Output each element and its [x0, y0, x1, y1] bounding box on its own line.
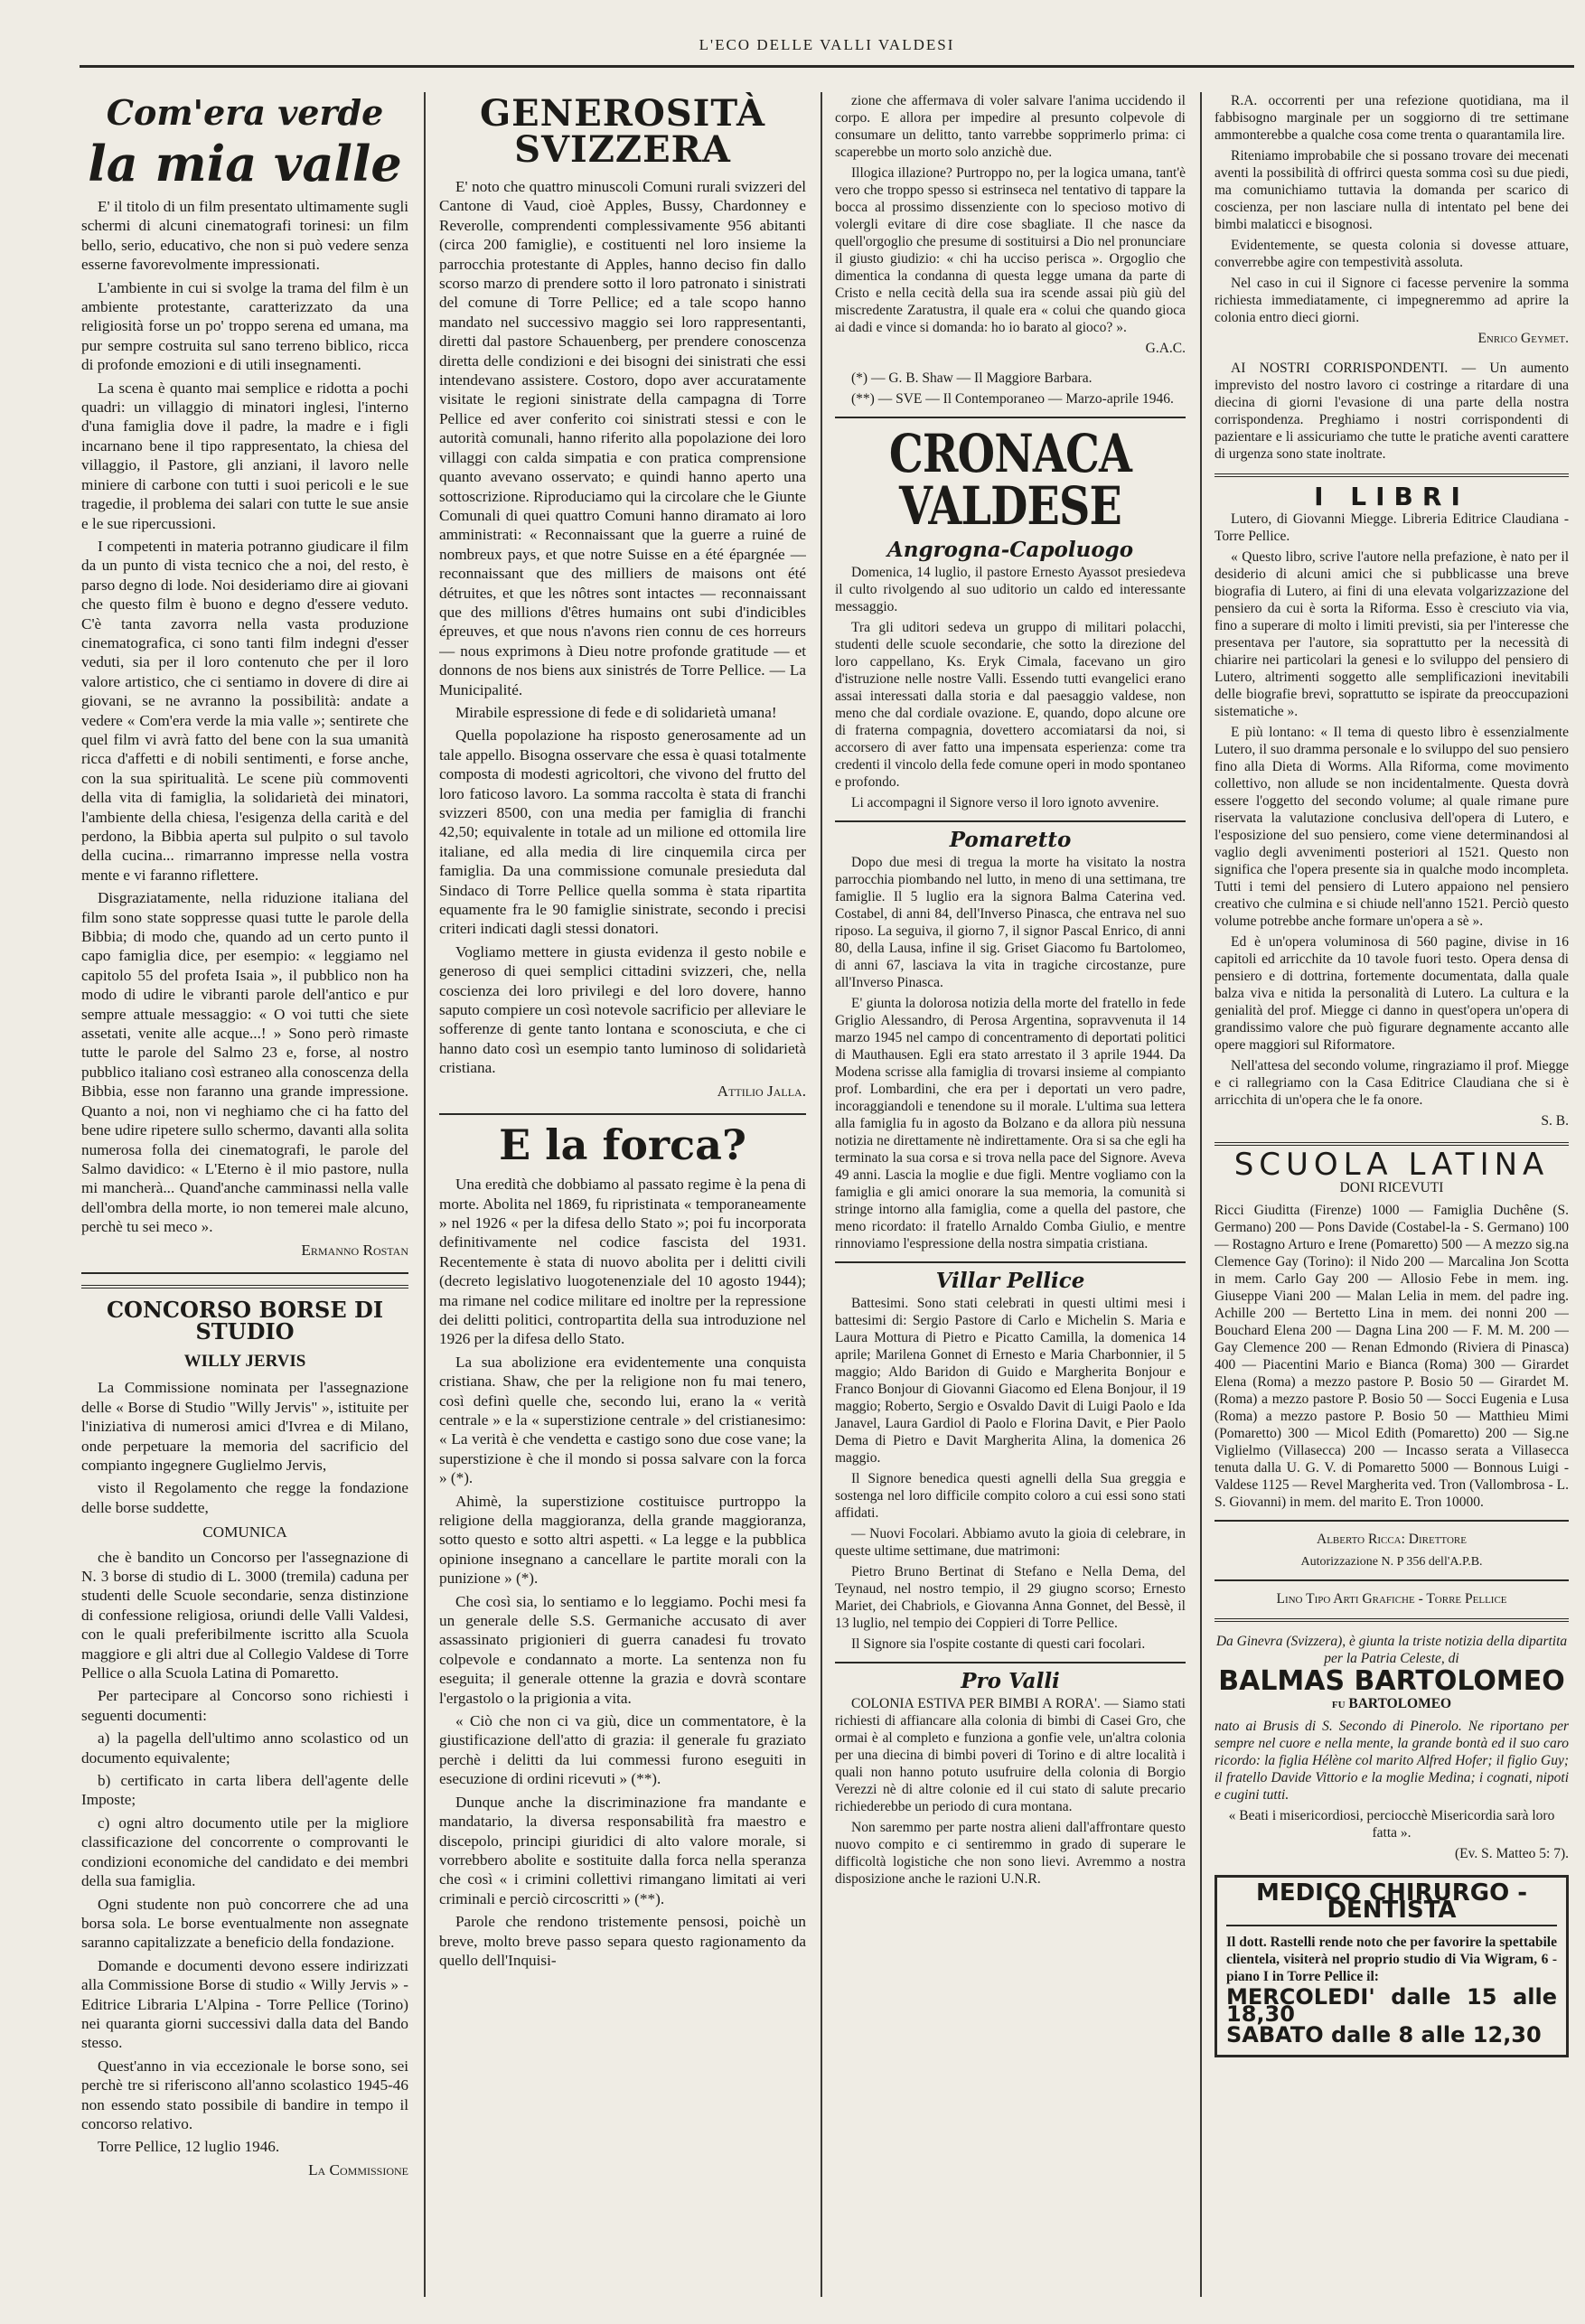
paragraph: Riteniamo improbabile che si possano trovare dei mecenati aventi la possibilità di offrirci questa somma così su due piedi, ma comunichiamo tuttavia la domanda per scarico di coscienza, per non lasciare nulla di intentato pel bene dei bimbi malaticci e bisognosi.: [1215, 148, 1569, 232]
paragraph: E' noto che quattro minuscoli Comuni rurali svizzeri del Cantone di Vaud, cioè Apples, Bussy, Chardonney e Reverolle, comprendenti complessivamente 956 abitanti (circa 200 famiglie), e costituenti nel loro insieme la parrocchia protestante di Apples, hanno deciso fin dallo scorso marzo di prendere sotto il loro patronato i sinistrati del comune di Torre Pellice; ed a tale scopo hanno mandato nel successivo maggio sei loro rappresentanti, diretti dal pastore Schauenberg, per prendere conoscenza diretta delle condizioni e dei bisogni dei sinistrati che essi intendevano assistere. Costoro, dopo aver accuratamente visitate le regioni sinistrate della campagna di Torre Pellice ed aver conferito coi sinistrati stessi e con le autorità comunali, hanno riferito alla popolazione dei loro villaggi con calda simpatia e con pratica comprensione quanto avevano osservato; e quindi hanno aperto una sottoscrizione. Riproduciamo qui la circolare che le Giunte Comunali di quei quattro Comuni hanno diramato ai loro amministrati: « Reconnaissant que la guerre a ruiné de nombreux pays, et que notre Suisse en a été épargnée — reconnaissant que des milliers de maisons ont été détruites, et que les nôtres sont intactes — reconnaissant que des millions d'êtres humains ont subi d'indicibles épreuves, et que nous n'avons rien connu de ces horreurs — nous exprimons à Dieu notre profonde gratitude — et donnons de nos biens aux sinistrés de Torre Pellice. — La Municipalité.: [439, 178, 806, 698]
paragraph: Ogni studente non può concorrere che ad una borsa sola. Le borse eventualmente non assegnate saranno capitalizzate a beneficio della fondazione.: [81, 1895, 408, 1952]
paragraph: L'ambiente in cui si svolge la trama del film è un ambiente protestante, caratterizzato da una religiosità forse un po' troppo serena ed umana, ma pur sempre costruita sul sano terreno biblico, ricca di profonde emozioni e di utili insegnamenti.: [81, 278, 408, 374]
funeral-text: nato ai Brusis di S. Secondo di Pinerolo. Ne riportano per sempre nel cuore e nella mente, la grande bontà ed il suo caro ricordo: la figlia Hélène col marito Alfred Hofer; il figlio Guy; il fratello Davide Vittorio e la moglie Medina; i cognati, nipoti e cugini tutti.: [1215, 1719, 1569, 1803]
funeral-intro: Da Ginevra (Svizzera), è giunta la triste notizia della dipartita per la Patria Celeste, di: [1215, 1634, 1568, 1666]
footnote: (*) — G. B. Shaw — Il Maggiore Barbara.: [851, 370, 1093, 386]
section-heading: Pro Valli: [961, 1669, 1060, 1693]
divider: [81, 1285, 408, 1289]
section-heading: Villar Pellice: [935, 1269, 1085, 1293]
tipografia-line: Lino Tipo Arti Grafiche - Torre Pellice: [1276, 1591, 1507, 1607]
paragraph: — Nuovi Focolari. Abbiamo avuto la gioia di celebrare, in queste ultime settimane, due matrimoni:: [835, 1526, 1186, 1559]
divider: [1215, 473, 1569, 477]
paragraph: Vogliamo mettere in giusta evidenza il gesto nobile e generoso di quei semplici cittadini svizzeri, che, nella coscienza dei loro privilegi e del loro dovere, hanno saputo compiere un così notevole sacrificio per alleviare le sofferenze di gente tanto lontana e sconosciuta, e che ci hanno dato così un esempio tanto luminoso di solidarietà cristiana.: [439, 942, 806, 1077]
libri-title: I LIBRI: [1314, 482, 1469, 511]
forca-body: [439, 1175, 806, 1970]
direttore-line: Alberto Ricca: Direttore: [1317, 1532, 1467, 1547]
paragraph: Tra gli uditori sedeva un gruppo di militari polacchi, studenti delle scuole secondarie, che sotto la direzione del loro cappellano, Ks. Eryk Cimala, facevano un giro d'istruzione nelle nostre Valli. Essendo tutti evangelici erano assai interessati dalla storia e dal paesaggio valdese, non meno che dal cordiale ovazione. E, quando, dopo alcune ore di fraterna compagnia, dovettero accomiatarsi da noi, si accorsero di aver fatto una impensata esperienza: come tra credenti il vincolo della fede comune operi in modo spontaneo e profondo.: [835, 620, 1186, 790]
forca-title: E la forca?: [499, 1120, 746, 1170]
divider: [835, 820, 1186, 822]
paragraph: Dopo due mesi di tregua la morte ha visitato la nostra parrocchia piombando nel lutto, in meno di una settimana, tre famiglie. Il 5 luglio era la signora Balma Caterina ved. Costabel, di anni 84, dell'Inverso Pinasca, che entrava nel suo riposo. La seguiva, il giorno 7, il signor Pascal Enrico, di anni 80, della Lausa, infine il sig. Griset Giacomo fu Bartolomeo, di anni 67, lasciava la vita in tragiche circostanze, pure all'Inverso Pinasca.: [835, 855, 1186, 990]
paragraph: Quella popolazione ha risposto generosamente ad un tale appello. Bisogna osservare che essa è quasi totalmente composta di modesti agricoltori, che vivono del frutto del loro faticoso lavoro. La somma raccolta è stata di franchi svizzeri 8500, con una media per famiglia di franchi 42,50; equivalente in totale ad un milione ed ottomila lire italiane, ed alla media di lire cinquemila circa per famiglia. Da una commissione comunale presieduta dal Sindaco di Torre Pellice quella somma è stata ripartita equamente fra le 90 famiglie sinistrate, secondo i precisi criteri indicati dagli stessi donatori.: [439, 726, 806, 938]
paragraph: Che così sia, lo sentiamo e lo leggiamo. Pochi mesi fa un generale delle S.S. Germaniche accusato di aver assassinato prigionieri di guerra canadesi fu trovato colpevole e condannato a morte. La sentenza non fu eseguita; il generale ottenne la grazia e dovrà scontare l'ergastolo o la prigionia a vita.: [439, 1592, 806, 1707]
masthead: L'ECO DELLE VALLI VALDESI: [699, 36, 955, 53]
divider: [835, 1261, 1186, 1263]
paragraph: Parole che rendono tristemente pensosi, poichè un breve, molto breve passo separa questo ragionamento da quello dell'Inquisi-: [439, 1913, 806, 1969]
divider: [835, 417, 1186, 418]
paragraph: Nell'attesa del secondo volume, ringraziamo il prof. Miegge e ci rallegriamo con la Casa Editrice Claudiana che si è arricchita di un'opera che le fa onore.: [1215, 1058, 1569, 1108]
article-signature: Enrico Geymet.: [1477, 331, 1569, 346]
paragraph: zione che affermava di voler salvare l'anima uccidendo il corpo. E allora per impedire al presunto colpevole di consumare un delitto, tanto varrebbe sopprimerlo prima: ci scaperebbe un morto solo anzichè due.: [835, 93, 1186, 160]
column-rule: [1200, 92, 1202, 2297]
paragraph: « Questo libro, scrive l'autore nella prefazione, è nato per il desiderio di alcuni amici che si pubblicasse una breve biografia di Lutero, ai fini di una elevata volgarizzazione del pensiero da cui è sorta la Riforma. Esso è cresciuto via via, fino a superare di molto i limiti previsti, sia per l'interesse che presentava per l'autore, sia soprattutto per la necessità di chiarire nei particolari la genesi e lo sviluppo del pensiero di Lutero, altrimenti soggetto alle semplificazioni inevitabili delle biografie brevi, soprattutto se ispirate da preoccupazioni sistematiche ».: [1215, 549, 1569, 719]
cronaca-sections: [835, 538, 1186, 1888]
dentist-text: Il dott. Rastelli rende noto che per favorire la spettabile clientela, visiterà nel proprio studio di Via Wigram, 6 - piano I in Torre Pellice il:: [1226, 1935, 1557, 1984]
column-3: [835, 92, 1186, 2297]
paragraph: Ed è un'opera voluminosa di 560 pagine, divise in 16 capitoli ed arricchite da 10 tavole fuori testo. Opera densa di pensiero e di dottrina, fortemente documentata, dalla quale balza viva e nitida la personalità di Lutero. La cultura e la genialità del prof. Miegge ci danno in quest'opera un'opera di grandissimo valore che può figurare degnamente accanto alle opere maggiori sul Riformatore.: [1215, 934, 1569, 1053]
divider: [439, 1113, 806, 1115]
paragraph: Per partecipare al Concorso sono richiesti i seguenti documenti:: [81, 1687, 408, 1724]
funeral-name: BALMAS BARTOLOMEO: [1218, 1665, 1565, 1697]
beatitude-reference: (Ev. S. Matteo 5: 7).: [1455, 1846, 1569, 1861]
concorso-title: CONCORSO BORSE DI STUDIO: [106, 1296, 384, 1345]
column-1: [81, 92, 408, 2297]
article-title-line1: Com'era verde: [106, 92, 384, 133]
concorso-intro: La Commissione nominata per l'assegnazione delle « Borse di Studio "Willy Jervis" », istituite per l'iniziativa di numerosi amici d'Ivrea e di Milano, onde perpetuare la memoria del sacrificio del compianto ingegnere Guglielmo Jervis,: [81, 1379, 408, 1474]
article-continuation: [835, 92, 1186, 336]
paragraph: Illogica illazione? Purtroppo no, per la logica umana, tant'è vero che troppo spesso si estrinseca nel tentativo di tappare la bocca al prossimo dissenziente con lo specioso motivo di volergli evitare di dire cose sbagliate. Il che nasce da quell'orgoglio che presume di sostituirsi a Dio nel pronunciare il giusto giudizio: « chi ha ucciso perisca ». Orgoglio che dimentica la condanna di questa legge umana da parte di Cristo e nella cecità della sua ira scende assai più giù del miscredente Zaratustra, il quale era « colui che quando gioca ai dadi e vince si domanda: ho io barato al gioco? ».: [835, 165, 1186, 335]
libri-signature: S. B.: [1541, 1113, 1569, 1129]
paragraph: E più lontano: « Il tema di questo libro è essenzialmente Lutero, il suo dramma personale e lo sviluppo del suo pensiero fino alla Dieta di Worms. Alla Riforma, come movimento collettivo, non allude se non incidentalmente. Questa dovrà essere l'oggetto del secondo volume; al quale rimane pure riservata la valutazione conclusiva dell'opera di Lutero, e l'esposizione del suo pensiero, come viene determinandosi al vaglio degli avvenimenti posteriori al 1521. Questo non significa che l'opera presente sia in qualche modo incompleta. Tutti i temi del pensiero di Lutero appaiono nel pensiero creativo che culmina e si chiude nell'anno 1521. Perciò questo volume potrebbe anche formare un'opera a sè ».: [1215, 725, 1569, 929]
paragraph: b) certificato in carta libera dell'agente delle Imposte;: [81, 1772, 408, 1809]
paragraph: Ahimè, la superstizione costituisce purtroppo la religione della maggioranza, della grande maggioranza, sotto questo e sotto altri aspetti. « La legge e la pubblica opinione insegnano a cancellare le partite morali con la punizione » (*).: [439, 1492, 806, 1588]
paragraph: Domenica, 14 luglio, il pastore Ernesto Ayassot presiedeva il culto rivolgendo al suo uditorio un caldo ed interessante messaggio.: [835, 565, 1186, 614]
article-body: [81, 197, 408, 1237]
paragraph: Battesimi. Sono stati celebrati in questi ultimi mesi i battesimi di: Sergio Pastore di Carlo e Michelin S. Maria e Laura Mottura di Pietro e Picatto Camilla, la domenica 14 aprile; Marilena Gonnet di Ernesto e Maria Charbonnier, il 5 maggio; Aldo Baridon di Guido e Margherita Bonjour e Franco Bonjour di Giovanni Giacomo ed Elena Bonjour, il 19 maggio; Roberto, Sergio e Osvaldo Davit di Luigi Paolo e Ida Janavel, Laura Gardiol di Paolo e Florina Davit, e Pier Paolo Dema di Pietro e Davit Margherita Alina, la domenica 26 maggio.: [835, 1296, 1186, 1466]
dentist-hours-saturday: SABATO dalle 8 alle 12,30: [1226, 2022, 1542, 2048]
paragraph: a) la pagella dell'ultimo anno scolastico od un documento equivalente;: [81, 1729, 408, 1766]
paragraph: E' giunta la dolorosa notizia della morte del fratello in fede Griglio Alessandro, di Perosa Argentina, sopravvenuta il 14 marzo 1945 nel campo di concentramento di deportati politici di Mauthausen. Egli era stato arrestato il 3 aprile 1944. Da Modena scrisse alla famiglia di trovarsi insieme al compianto prof. Lombardini, che era per i deportati un vero padre, incoraggiandoli e tenendone su il morale. L'ultima sua lettera alla famiglia fu in agosto da Bolzano e da allora più nessuna notizia ne direttamente nè indirettamente. Ora si sa che egli ha terminato la sua corsa e si trova nella pace del Signore. Aveva 49 anni. Lascia la moglie e due figli. Mentre vogliamo con la famiglia e gli amici onorare la sua memoria, la comunità si stringe intorno alla famiglia, come a quella del pastore, che meno ricordato: il fratello Arnaldo Comba Giulio, e mentre rinnoviamo l'espressione della nostra simpatia cristiana.: [835, 996, 1186, 1251]
concorso-signature: La Commissione: [308, 2160, 408, 2179]
dentist-title: MEDICO CHIRURGO - DENTISTA: [1226, 1885, 1557, 1926]
paragraph: Il Signore benedica questi agnelli della Sua greggia e sostenga nel loro difficile compito coloro a cui essi sono stati affidati.: [835, 1471, 1186, 1521]
beatitude-quote: « Beati i misericordiosi, perciocchè Misericordia sarà loro fatta ».: [1228, 1808, 1555, 1841]
paragraph: Dunque anche la discriminazione fra mandante e mandatario, la diversa responsabilità fra maestro e discepolo, principi giuridici di alto valore morale, si vorrebbero abolite e sostituite dalla forca nella speranza che così « i crimini collettivi rimangano limitati ai veri criminali e perciò circoscritti » (**).: [439, 1793, 806, 1907]
divider: [1215, 1579, 1569, 1581]
scuola-title: SCUOLA LATINA: [1233, 1147, 1550, 1183]
paragraph: Quest'anno in via eccezionale le borse sono, sei perchè tre si riferiscono all'anno scolastico 1945-46 non essendo stato possibile di bandire in tempo il concorso relativo.: [81, 2057, 408, 2132]
paragraph: R.A. occorrenti per una refezione quotidiana, ma il fabbisogno marginale per un soggiorno di tre settimane ammonterebbe a qualche cosa come trenta o quarantamila lire.: [1215, 93, 1569, 143]
paragraph: che è bandito un Concorso per l'assegnazione di N. 3 borse di studio di L. 3000 (tremila) caduna per studenti delle Scuole secondarie, senza distinzione di confessione religiosa, oriundi delle Valli Valdesi, con le quali preferibilmente iscritto alla Scuola maggiore e gli altri due al Collegio Valdese di Torre Pellice o alla Scuola Latina di Pomaretto.: [81, 1548, 408, 1682]
libri-body: [1215, 511, 1569, 1109]
article-signature: Ermanno Rostan: [301, 1241, 408, 1259]
divider: [835, 1662, 1186, 1663]
divider: [1215, 1520, 1569, 1522]
divider: [81, 1272, 408, 1274]
masthead-rule: [80, 65, 1574, 68]
article-title: GENEROSITÀ SVIZZERA: [480, 92, 765, 171]
paragraph: E' il titolo di un film presentato ultimamente sugli schermi di alcuni cinematografi torinesi: un film bello, serio, educativo, che non si può vedere senza esserne favorevolmente impressionati.: [81, 198, 408, 274]
column-2: [439, 92, 806, 2297]
divider: [1215, 1618, 1569, 1622]
article-continuation: [1215, 92, 1569, 326]
paragraph: Lutero, di Giovanni Miegge. Libreria Editrice Claudiana - Torre Pellice.: [1215, 511, 1569, 544]
concorso-body: [81, 1548, 408, 2157]
paragraph: La sua abolizione era evidentemente una conquista cristiana. Shaw, che per la religione non fu mai tenero, così definì quelle che, secondo lui, erano la « verità centrale » e la « superstizione centrale » del cristianesimo: « La verità è che vendetta e castigo sono due cose vane; la superstizione è che il mondo si possa salvare con la forca » (*).: [439, 1353, 806, 1487]
paragraph: Pietro Bruno Bertinat di Stefano e Nella Dema, del Teynaud, nel nostro tempio, il 29 giugno scorso; Ernesto Mariet, dei Chabriols, e Giovanna Anna Gonnet, del Bessè, il 13 luglio, nel tempio dei Coppieri di Torre Pellice.: [835, 1564, 1186, 1631]
paragraph: Evidentemente, se questa colonia si dovesse attuare, converrebbe agire con tempestività assoluta.: [1215, 238, 1569, 270]
column-rule: [424, 92, 426, 2297]
dentist-hours-wednesday: MERCOLEDI' dalle 15 alle 18,30: [1226, 1984, 1557, 2027]
scuola-donations: Ricci Giuditta (Firenze) 1000 — Famiglia Duchêne (S. Germano) 200 — Pons Davide (Costabel-la - S. Germano) 100 — Rostagno Arturo e Irene (Pomaretto) 500 — A mezzo sig.na Clemence Gay (Torino): il Nido 200 — Marcalina Jon Scotta in mem. Carlo Gay 200 — Allosio Febe in mem. ing. Giuseppe Viani 200 — Malan Lelia in mem. del padre ing. Achille 200 — Bertetto Lina in mem. dei nonni 200 — Bouchard Elena 200 — Dagna Lina 200 — F. M. M. 200 — Gay Clemence 200 — Renan Edmondo (Riviera di Pinasca) 400 — Piacentini Mario e Bianca (Roma) 300 — Girardet Elena (Roma) a mezzo pastore P. Bosio 50 — Girardet M. (Roma) a mezzo pastore P. Bosio 50 — Socci Eugenia e Lusa (Roma) a mezzo pastore P. Bosio 50 — Matthieu Mimi (Pomaretto) 300 — Micol Edith (Pomaretto) 200 — Sig.ne Viglielmo (Villasecca) 200 — Incasso serata a Villasecca tenuta dalla U. G. V. di Pomaretto 5000 — Bonnous Luigi - Valdese 1125 — Revel Margherita ved. Tron (Vallombrosa - L. S. Giovanni) in mem. del marito E. Tron 10000.: [1215, 1203, 1569, 1510]
paragraph: Mirabile espressione di fede e di solidarietà umana!: [455, 703, 777, 721]
paragraph: Li accompagni il Signore verso il loro ignoto avvenire.: [851, 795, 1159, 811]
section-heading: Angrogna-Capoluogo: [886, 538, 1134, 562]
paragraph: I competenti in materia potranno giudicare il film da un punto di vista tecnico che a noi, del resto, è parso degno di lode. Noi desideriamo dire ai giovani che questo film è buono e degno d'essere veduto. C'è tanta zavorra nella vasta produzione cinematografica, ci sono tanti film indegni d'esser veduti, sia per il loro contenuto che per il loro valore artistico, che ci sentiamo in dovere di dire ai giovani, se ne avranno la possibilità: andate a vedere « Com'era verde la mia valle »; sentirete che quel film vi avrà fatto del bene con la sua umanità ricca d'affetti e di nobili sentimenti, e forse anche, con la sua spiritualità. Le scene più commoventi della vita di famiglia, la solidarietà dei minatori, l'ambiente della chiesa, l'esigenza della carità e del perdono, la Bibbia aperta sul pulpito o sul tavolo della cucina... rimarranno impresse nella vostra mente e vi faranno riflettere.: [81, 537, 408, 884]
paragraph: Una eredità che dobbiamo al passato regime è la pena di morte. Abolita nel 1869, fu ripristinata « temporaneamente » nel 1926 « per la difesa dello Stato »; poi fu incorporata definitivamente nel codice fascista del 1931. Recentemente è stata di nuovo abolita per i delitti civili (decreto legislativo luogotenenziale del 10 agosto 1944); ma rimane nel codice militare ed inoltre per la repressione dei delitti politici, contropartita della sua introduzione nel 1926 per la difesa dello Stato.: [439, 1176, 806, 1348]
paragraph: Disgraziatamente, nella riduzione italiana del film sono state soppresse quasi tutte le parole della Bibbia; di modo che, quando ad un certo punto il capo famiglia dice, per esempio: « leggiamo nel capitolo 55 del profeta Isaia », il pubblico non ha modo di udire le vibranti parole dell'antico e pur sempre attuale messaggio: « O voi tutti che siete assetati, venite alle acque...! » Sono però rimaste tutte le parole del Salmo 23 e, forse, al nostro pubblico italiano così estraneo alla conoscenza della Bibbia, esse non faranno una grande impressione. Quanto a noi, non vi neghiamo che ci ha fatto del bene udire ripetere sullo schermo, davanti alla solita numerosa folla dei cinematografi, le parole del Salmo davidico: « L'Eterno è il mio pastore, nulla mi mancherà... Quand'anche camminassi nella valle dell'ombra della morte, io non temerei male alcuno, perchè tu sei meco ».: [81, 889, 408, 1236]
paragraph: Il Signore sia l'ospite costante di questi cari focolari.: [851, 1636, 1146, 1652]
paragraph: « Ciò che non ci va giù, dice un commentatore, è la giustificazione dell'atto di grazia: il generale fu graziato perchè i delitti da lui commessi furono eseguiti in esecuzione di ordini ricevuti » (**).: [439, 1712, 806, 1788]
footnote: (**) — SVE — Il Contemporaneo — Marzo-aprile 1946.: [851, 391, 1174, 407]
autorizzazione-line: Autorizzazione N. P 356 dell'A.P.B.: [1300, 1555, 1483, 1569]
paragraph: La scena è quanto mai semplice e ridotta a pochi quadri: un villaggio di minatori inglesi, l'interno d'una famiglia dove il padre, la madre e i figli incarnano bene il tipo rappresentato, la chiesa del villaggio, il Pastore, gli anziani, il lavoro nelle miniere di carbone con tutti i suoi pericoli e le sue tragedie, il problema dei salari con tutte le sue ansie e le sue ripercussioni.: [81, 379, 408, 532]
article-body: [439, 177, 806, 1078]
paragraph: Non saremmo per parte nostra alieni dall'affrontare questo nuovo compito e ci sentiremmo in grado di superare le difficoltà logistiche che non sono lievi. Avremmo a nostra disposizione anche le razioni U.N.R.: [835, 1820, 1186, 1887]
article-title-line2: la mia valle: [88, 135, 402, 192]
concorso-subtitle: WILLY JERVIS: [183, 1351, 306, 1371]
article-signature: Attilio Jalla.: [717, 1082, 806, 1100]
funeral-subname: fu BARTOLOMEO: [1331, 1696, 1452, 1711]
scuola-subtitle: DONI RICEVUTI: [1339, 1180, 1444, 1195]
paragraph: Torre Pellice, 12 luglio 1946.: [98, 2138, 280, 2156]
paragraph: Nel caso in cui il Signore ci facesse pervenire la somma richiesta immediatamente, ci impegneremmo ad aprire la colonia entro dieci giorni.: [1215, 276, 1569, 325]
concorso-visto: visto il Regolamento che regge la fondazione delle borse suddette,: [81, 1479, 408, 1516]
column-4: [1215, 92, 1569, 2297]
corrispondenti-notice: AI NOSTRI CORRISPONDENTI. — Un aumento imprevisto del nostro lavoro ci costringe a ritardare di una diecina di giorni l'evasione di una parte della nostra corrispondenza. Preghiamo i nostri corrispondenti di pazientare e li assicuriamo che tutte le pratiche aventi carattere di urgenza sono state inoltrate.: [1215, 361, 1569, 462]
divider: [1215, 1142, 1569, 1146]
section-heading: Pomaretto: [949, 828, 1072, 852]
paragraph: Domande e documenti devono essere indirizzati alla Commissione Borse di studio « Willy Jervis » - Editrice Libraria L'Alpina - Torre Pellice (Torino) nei quaranta giorni successivi dalla data del Bando stesso.: [81, 1956, 408, 2052]
cronaca-title: CRONACA VALDESE: [888, 423, 1132, 537]
article-signature: G.A.C.: [1145, 341, 1186, 356]
comunica-heading: COMUNICA: [202, 1523, 287, 1542]
column-rule: [821, 92, 822, 2297]
footnotes: [835, 370, 1186, 408]
dentist-ad: [1215, 1875, 1569, 2057]
paragraph: c) ogni altro documento utile per la migliore classificazione del concorrente o comprovanti le condizioni economiche del candidato e dei membri della sua famiglia.: [81, 1813, 408, 1890]
paragraph: COLONIA ESTIVA PER BIMBI A RORA'. — Siamo stati richiesti di affiancare alla colonia di bimbi di Casei Gro, che ormai è al completo e funziona a gonfie vele, un'altra colonia per una diecina di bimbi poveri di Torino e di altre località i quali non hanno potuto usufruire della colonia di Borgio Verezzi nè di altre colonie ed il cui stato di salute precario richiederebbe un periodo di cura montana.: [835, 1696, 1186, 1814]
